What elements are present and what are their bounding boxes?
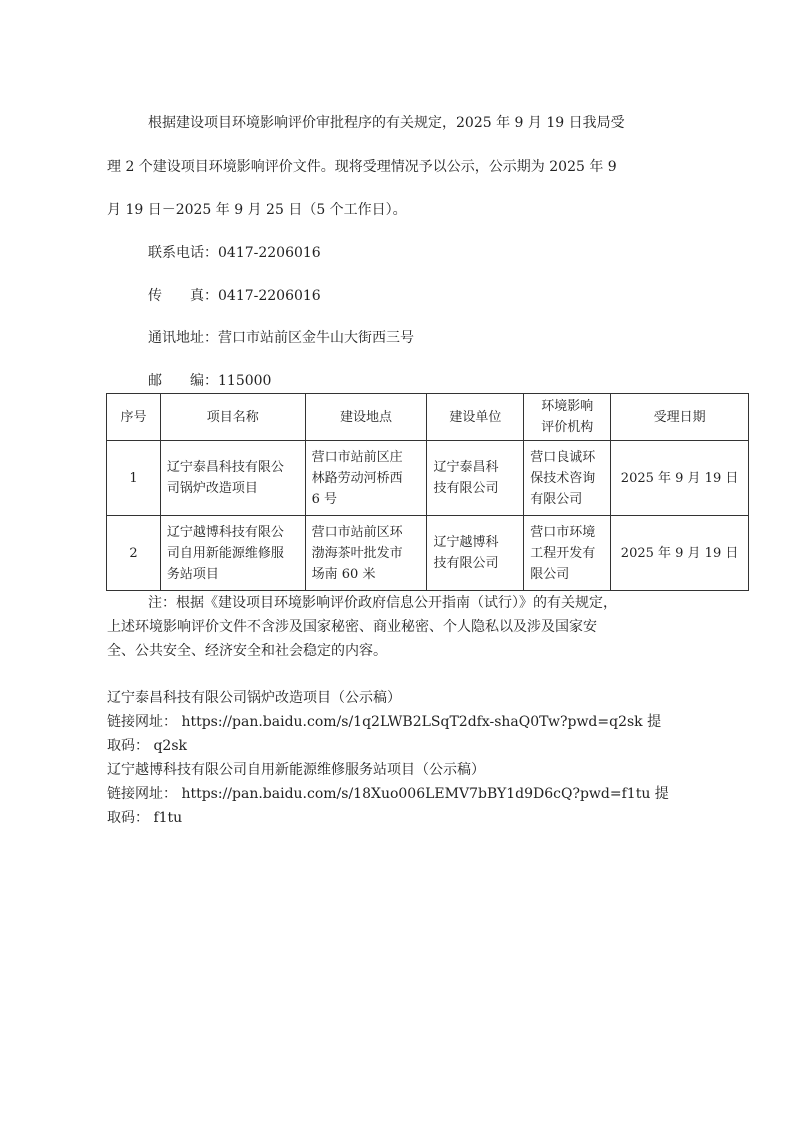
intro-line-2: 理 2 个建设项目环境影响评价文件。现将受理情况予以公示，公示期为 2025 年 9 [107,159,617,175]
row-unit: 辽宁越博科 技有限公司 [427,516,524,591]
header-date: 受理日期 [611,394,749,441]
note-line-1: 注：根据《建设项目环境影响评价政府信息公开指南（试行）》的有关规定， [148,595,617,611]
project-1-title: 辽宁泰昌科技有限公司锅炉改造项目（公示稿） [107,690,401,706]
header-agency: 环境影响 评价机构 [524,394,611,441]
project-1-code: 取码： q2sk [107,738,187,754]
note-line-3: 全、公共安全、经济安全和社会稳定的内容。 [107,643,387,659]
table-row [107,441,749,516]
table-row [107,516,749,591]
project-2-link[interactable]: 链接网址： https://pan.baidu.com/s/18Xuo006LEMV7bBY1d9D6cQ?pwd=f1tu 提 [107,786,669,802]
project-2-code: 取码： f1tu [107,810,183,826]
acceptance-table [106,393,749,591]
row-no: 2 [107,516,161,591]
intro-line-1: 根据建设项目环境影响评价审批程序的有关规定，2025 年 9 月 19 日我局受 [148,115,625,131]
header-location: 建设地点 [305,394,427,441]
contact-phone: 联系电话：0417-2206016 [148,245,321,261]
table-header-row [107,394,749,441]
row-agency: 营口良诚环 保技术咨询 有限公司 [524,441,611,516]
row-date: 2025 年 9 月 19 日 [611,441,749,516]
project-1-link[interactable]: 链接网址： https://pan.baidu.com/s/1q2LWB2LSqT2dfx-shaQ0Tw?pwd=q2sk 提 [107,714,662,730]
header-unit: 建设单位 [427,394,524,441]
row-unit: 辽宁泰昌科 技有限公司 [427,441,524,516]
row-project-name: 辽宁泰昌科技有限公 司锅炉改造项目 [160,441,305,516]
row-location: 营口市站前区环 渤海茶叶批发市 场南 60 米 [305,516,427,591]
row-project-name: 辽宁越博科技有限公 司自用新能源维修服 务站项目 [160,516,305,591]
row-no: 1 [107,441,161,516]
note-line-2: 上述环境影响评价文件不含涉及国家秘密、商业秘密、个人隐私以及涉及国家安 [107,619,597,635]
project-2-title: 辽宁越博科技有限公司自用新能源维修服务站项目（公示稿） [107,762,485,778]
contact-postcode: 邮 编：115000 [148,373,272,389]
row-location: 营口市站前区庄 林路劳动河桥西 6 号 [305,441,427,516]
contact-address: 通讯地址：营口市站前区金牛山大街西三号 [148,330,414,346]
contact-fax: 传 真：0417-2206016 [148,288,321,304]
intro-line-3: 月 19 日－2025 年 9 月 25 日（5 个工作日）。 [107,202,407,218]
header-no: 序号 [107,394,161,441]
row-date: 2025 年 9 月 19 日 [611,516,749,591]
row-agency: 营口市环境 工程开发有 限公司 [524,516,611,591]
header-project-name: 项目名称 [160,394,305,441]
